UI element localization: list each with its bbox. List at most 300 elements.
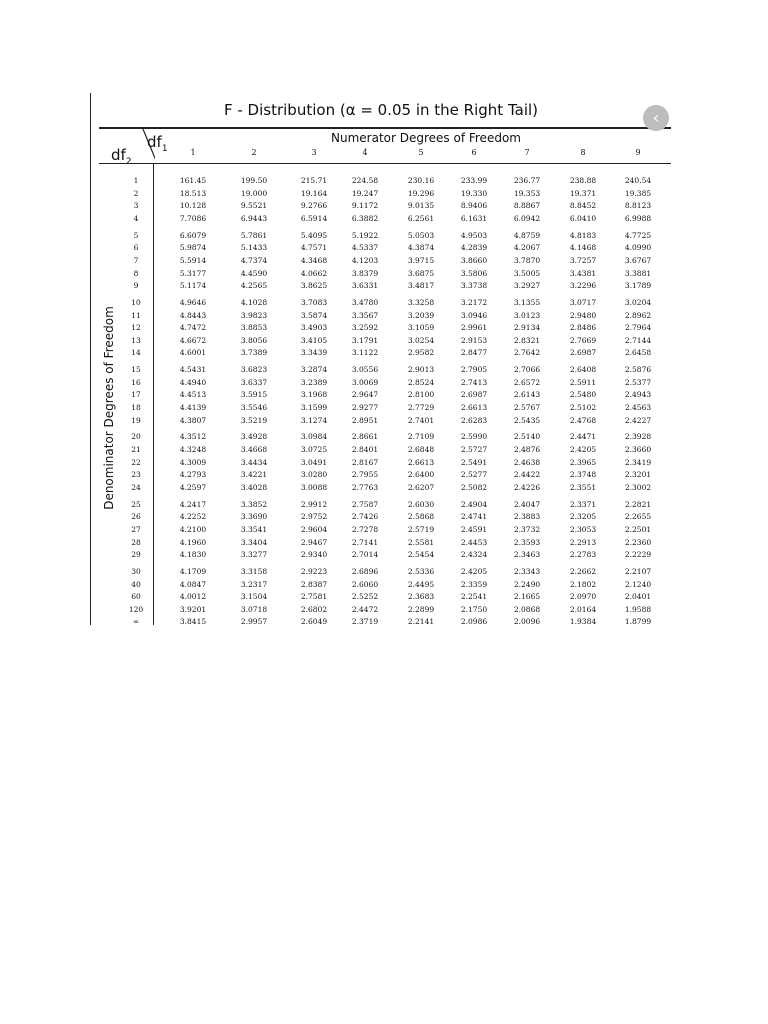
table-cell: 3.5874 bbox=[300, 310, 328, 320]
table-cell: 8.9406 bbox=[460, 201, 488, 211]
table-cell: 2.5911 bbox=[569, 377, 597, 387]
table-cell: 4.6672 bbox=[179, 335, 207, 345]
table-cell: 2.5435 bbox=[513, 415, 541, 425]
table-cell: 4.0990 bbox=[624, 243, 652, 253]
column-header: 3 bbox=[311, 148, 317, 157]
table-cell: 2.8524 bbox=[407, 377, 435, 387]
table-cell: 7.7086 bbox=[179, 213, 207, 223]
table-cell: 3.0725 bbox=[300, 445, 328, 454]
row-label: 17 bbox=[131, 390, 141, 400]
table-cell: 2.8962 bbox=[624, 310, 652, 320]
table-cell: 3.1789 bbox=[624, 281, 652, 291]
table-cell: 2.5336 bbox=[407, 566, 435, 576]
table-cell: 3.7257 bbox=[569, 255, 597, 265]
table-cell: 6.2561 bbox=[407, 213, 435, 223]
table-cell: 3.9823 bbox=[240, 310, 268, 320]
table-cell: 2.2899 bbox=[407, 604, 435, 614]
table-cell: 3.2874 bbox=[300, 365, 328, 375]
table-cell: 19.164 bbox=[300, 188, 328, 198]
table-cell: 3.4903 bbox=[300, 323, 328, 333]
table-cell: 2.6060 bbox=[351, 579, 379, 589]
table-cell: 2.6848 bbox=[407, 445, 435, 454]
table-cell: 3.0984 bbox=[300, 432, 328, 442]
table-cell: 2.2821 bbox=[624, 499, 652, 509]
table-cell: 2.5876 bbox=[624, 365, 652, 375]
row-label: 21 bbox=[131, 445, 141, 454]
table-cell: 2.6896 bbox=[351, 566, 379, 576]
table-cell: 2.5140 bbox=[513, 432, 541, 442]
table-cell: 3.2927 bbox=[513, 281, 541, 291]
table-cell: 3.6875 bbox=[407, 268, 435, 278]
table-cell: 2.9153 bbox=[460, 335, 488, 345]
table-cell: 4.1203 bbox=[351, 255, 379, 265]
table-cell: 5.5914 bbox=[179, 255, 207, 265]
table-cell: 3.3439 bbox=[300, 348, 328, 358]
table-cell: 3.3404 bbox=[240, 537, 268, 547]
table-cell: 2.3371 bbox=[569, 499, 597, 509]
table-cell: 4.2100 bbox=[179, 524, 207, 534]
table-cell: 2.2783 bbox=[569, 550, 597, 560]
row-label: 11 bbox=[131, 310, 141, 320]
table-cell: 2.9277 bbox=[351, 403, 379, 413]
table-cell: 5.9874 bbox=[179, 243, 207, 253]
table-cell: 4.8443 bbox=[179, 310, 207, 320]
table-cell: 3.5806 bbox=[460, 268, 488, 278]
table-cell: 3.4780 bbox=[351, 297, 379, 307]
table-cell: 2.7413 bbox=[460, 377, 488, 387]
table-cell: 2.8477 bbox=[460, 348, 488, 358]
table-cell: 3.1968 bbox=[300, 390, 328, 400]
table-cell: 2.4227 bbox=[624, 415, 652, 425]
table-cell: 4.0847 bbox=[179, 579, 207, 589]
table-cell: 19.000 bbox=[240, 188, 268, 198]
table-cell: 3.1274 bbox=[300, 415, 328, 425]
table-cell: 4.3874 bbox=[407, 243, 435, 253]
table-cell: 2.1802 bbox=[569, 579, 597, 589]
row-label: 14 bbox=[131, 348, 141, 358]
table-cell: 2.8401 bbox=[351, 445, 379, 454]
table-cell: 2.5767 bbox=[513, 403, 541, 413]
table-cell: 18.513 bbox=[179, 188, 207, 198]
table-cell: 2.0868 bbox=[513, 604, 541, 614]
table-cell: 2.5727 bbox=[460, 445, 488, 454]
table-cell: 2.7669 bbox=[569, 335, 597, 345]
table-cell: 2.7955 bbox=[351, 470, 379, 480]
table-cell: 3.8379 bbox=[351, 268, 379, 278]
row-label: 18 bbox=[131, 403, 141, 413]
table-cell: 3.2039 bbox=[407, 310, 435, 320]
table-cell: 1.8799 bbox=[624, 617, 652, 627]
table-cell: 6.0942 bbox=[513, 213, 541, 223]
row-label: 12 bbox=[131, 323, 141, 333]
table-cell: 238.88 bbox=[569, 176, 597, 185]
row-label: 22 bbox=[131, 457, 141, 467]
table-cell: 2.3732 bbox=[513, 524, 541, 534]
table-cell: 3.6331 bbox=[351, 281, 379, 291]
table-cell: 2.9957 bbox=[240, 617, 268, 627]
table-cell: 3.0123 bbox=[513, 310, 541, 320]
table-cell: 2.3593 bbox=[513, 537, 541, 547]
table-cell: 2.0164 bbox=[569, 604, 597, 614]
table-cell: 2.2913 bbox=[569, 537, 597, 547]
table-cell: 9.1172 bbox=[351, 201, 379, 211]
denominator-heading: Denominator Degrees of Freedom bbox=[102, 306, 116, 510]
table-cell: 2.3660 bbox=[624, 445, 652, 454]
table-cell: 3.4928 bbox=[240, 432, 268, 442]
table-cell: 3.8660 bbox=[460, 255, 488, 265]
table-cell: 2.5102 bbox=[569, 403, 597, 413]
table-cell: 2.9223 bbox=[300, 566, 328, 576]
table-cell: 2.3928 bbox=[624, 432, 652, 442]
table-cell: 2.8387 bbox=[300, 579, 328, 589]
table-cell: 3.4105 bbox=[300, 335, 328, 345]
table-cell: 3.0946 bbox=[460, 310, 488, 320]
row-label: 30 bbox=[131, 566, 141, 576]
table-cell: 3.0280 bbox=[300, 470, 328, 480]
table-cell: 19.385 bbox=[624, 188, 652, 198]
table-cell: 3.1791 bbox=[351, 335, 379, 345]
table-cell: 2.7401 bbox=[407, 415, 435, 425]
table-cell: 2.3965 bbox=[569, 457, 597, 467]
table-cell: 2.7587 bbox=[351, 499, 379, 509]
table-cell: 2.1240 bbox=[624, 579, 652, 589]
title-divider bbox=[99, 127, 671, 129]
table-cell: 6.3882 bbox=[351, 213, 379, 223]
table-cell: 3.3258 bbox=[407, 297, 435, 307]
table-cell: 4.4940 bbox=[179, 377, 207, 387]
table-cell: 2.0986 bbox=[460, 617, 488, 627]
table-cell: 215.71 bbox=[300, 176, 328, 185]
table-cell: 3.1059 bbox=[407, 323, 435, 333]
table-cell: 2.3205 bbox=[569, 512, 597, 522]
table-cell: 3.3738 bbox=[460, 281, 488, 291]
table-cell: 4.2565 bbox=[240, 281, 268, 291]
table-cell: 19.330 bbox=[460, 188, 488, 198]
row-label: 1 bbox=[133, 176, 139, 185]
table-cell: 4.3807 bbox=[179, 415, 207, 425]
table-cell: 4.0012 bbox=[179, 592, 207, 602]
table-cell: 4.8183 bbox=[569, 230, 597, 240]
table-cell: 2.3343 bbox=[513, 566, 541, 576]
row-label-divider bbox=[153, 163, 154, 625]
table-cell: 4.1468 bbox=[569, 243, 597, 253]
table-cell: 4.7725 bbox=[624, 230, 652, 240]
row-label: 6 bbox=[133, 243, 139, 253]
table-cell: 2.6143 bbox=[513, 390, 541, 400]
table-cell: 4.1028 bbox=[240, 297, 268, 307]
table-cell: 4.8759 bbox=[513, 230, 541, 240]
table-cell: 2.7144 bbox=[624, 335, 652, 345]
table-cell: 240.54 bbox=[624, 176, 652, 185]
table-cell: 3.4221 bbox=[240, 470, 268, 480]
column-header: 1 bbox=[190, 148, 196, 157]
table-cell: 2.6802 bbox=[300, 604, 328, 614]
table-cell: 2.6572 bbox=[513, 377, 541, 387]
table-cell: 2.6613 bbox=[407, 457, 435, 467]
table-cell: 2.3002 bbox=[624, 482, 652, 492]
table-cell: 4.2597 bbox=[179, 482, 207, 492]
row-label: 28 bbox=[131, 537, 141, 547]
table-cell: 2.5454 bbox=[407, 550, 435, 560]
table-cell: 2.5990 bbox=[460, 432, 488, 442]
table-cell: 19.371 bbox=[569, 188, 597, 198]
table-cell: 4.7571 bbox=[300, 243, 328, 253]
table-cell: 3.3690 bbox=[240, 512, 268, 522]
table-cell: 4.2793 bbox=[179, 470, 207, 480]
table-cell: 1.9384 bbox=[569, 617, 597, 627]
row-label: 5 bbox=[133, 230, 139, 240]
table-cell: 4.4139 bbox=[179, 403, 207, 413]
table-cell: 2.3748 bbox=[569, 470, 597, 480]
table-cell: 5.1174 bbox=[179, 281, 207, 291]
table-cell: 5.4095 bbox=[300, 230, 328, 240]
table-cell: 3.7870 bbox=[513, 255, 541, 265]
table-cell: 2.9582 bbox=[407, 348, 435, 358]
table-cell: 3.5546 bbox=[240, 403, 268, 413]
table-cell: 2.8321 bbox=[513, 335, 541, 345]
table-cell: 2.6207 bbox=[407, 482, 435, 492]
table-cell: 2.5082 bbox=[460, 482, 488, 492]
table-cell: 6.9443 bbox=[240, 213, 268, 223]
table-cell: 5.1922 bbox=[351, 230, 379, 240]
table-cell: 2.9647 bbox=[351, 390, 379, 400]
table-cell: 3.9201 bbox=[179, 604, 207, 614]
table-cell: 6.5914 bbox=[300, 213, 328, 223]
table-cell: 2.7014 bbox=[351, 550, 379, 560]
table-cell: 3.4668 bbox=[240, 445, 268, 454]
table-cell: 2.4591 bbox=[460, 524, 488, 534]
table-cell: 2.2360 bbox=[624, 537, 652, 547]
table-cell: 2.4943 bbox=[624, 390, 652, 400]
table-cell: 3.7389 bbox=[240, 348, 268, 358]
table-cell: 8.8123 bbox=[624, 201, 652, 211]
column-header: 7 bbox=[524, 148, 530, 157]
table-cell: 4.3009 bbox=[179, 457, 207, 467]
table-cell: 2.7141 bbox=[351, 537, 379, 547]
table-cell: 2.2541 bbox=[460, 592, 488, 602]
table-cell: 2.8951 bbox=[351, 415, 379, 425]
table-cell: 3.5219 bbox=[240, 415, 268, 425]
df2-label: $df_2$ bbox=[111, 146, 132, 167]
table-title: F - Distribution (α = 0.05 in the Right Tail) bbox=[223, 101, 539, 119]
row-label: 120 bbox=[128, 604, 144, 614]
table-cell: 2.9467 bbox=[300, 537, 328, 547]
table-cell: 2.3551 bbox=[569, 482, 597, 492]
table-cell: 4.2839 bbox=[460, 243, 488, 253]
table-cell: 2.6030 bbox=[407, 499, 435, 509]
table-cell: 4.1960 bbox=[179, 537, 207, 547]
table-cell: 2.8100 bbox=[407, 390, 435, 400]
table-cell: 2.4741 bbox=[460, 512, 488, 522]
table-cell: 2.5480 bbox=[569, 390, 597, 400]
table-cell: 2.2229 bbox=[624, 550, 652, 560]
table-cell: 2.2141 bbox=[407, 617, 435, 627]
table-cell: 2.4876 bbox=[513, 445, 541, 454]
table-cell: 2.3719 bbox=[351, 617, 379, 627]
f-distribution-table bbox=[90, 93, 671, 625]
table-cell: 2.4205 bbox=[569, 445, 597, 454]
table-cell: 9.0135 bbox=[407, 201, 435, 211]
table-cell: 3.2317 bbox=[240, 579, 268, 589]
column-header: 9 bbox=[635, 148, 641, 157]
table-cell: 3.0204 bbox=[624, 297, 652, 307]
table-cell: 2.4495 bbox=[407, 579, 435, 589]
table-cell: 3.4817 bbox=[407, 281, 435, 291]
table-cell: 3.8625 bbox=[300, 281, 328, 291]
table-cell: 3.8853 bbox=[240, 323, 268, 333]
table-cell: 2.3359 bbox=[460, 579, 488, 589]
table-cell: 2.4422 bbox=[513, 470, 541, 480]
table-cell: 2.5868 bbox=[407, 512, 435, 522]
table-cell: 224.58 bbox=[351, 176, 379, 185]
table-cell: 2.6408 bbox=[569, 365, 597, 375]
table-cell: 3.8415 bbox=[179, 617, 207, 627]
table-cell: 3.0556 bbox=[351, 365, 379, 375]
table-cell: 2.0970 bbox=[569, 592, 597, 602]
table-cell: 2.7905 bbox=[460, 365, 488, 375]
table-cell: 6.0410 bbox=[569, 213, 597, 223]
table-cell: 2.4324 bbox=[460, 550, 488, 560]
table-cell: 4.5431 bbox=[179, 365, 207, 375]
table-cell: 4.2417 bbox=[179, 499, 207, 509]
table-cell: 2.2107 bbox=[624, 566, 652, 576]
table-cell: 3.2296 bbox=[569, 281, 597, 291]
table-cell: 2.4047 bbox=[513, 499, 541, 509]
row-label: 29 bbox=[131, 550, 141, 560]
table-cell: 4.6001 bbox=[179, 348, 207, 358]
table-cell: 3.4028 bbox=[240, 482, 268, 492]
table-cell: 2.7642 bbox=[513, 348, 541, 358]
table-cell: 9.5521 bbox=[240, 201, 268, 211]
table-cell: 2.4453 bbox=[460, 537, 488, 547]
row-label: 26 bbox=[131, 512, 141, 522]
table-cell: 2.6987 bbox=[460, 390, 488, 400]
row-label: 8 bbox=[133, 268, 139, 278]
table-cell: 199.50 bbox=[240, 176, 268, 185]
table-cell: 4.3512 bbox=[179, 432, 207, 442]
table-cell: 2.4205 bbox=[460, 566, 488, 576]
table-cell: 4.4590 bbox=[240, 268, 268, 278]
table-cell: 2.4471 bbox=[569, 432, 597, 442]
table-cell: 3.4434 bbox=[240, 457, 268, 467]
table-cell: 2.5719 bbox=[407, 524, 435, 534]
table-cell: 2.3419 bbox=[624, 457, 652, 467]
table-cell: 3.5005 bbox=[513, 268, 541, 278]
row-label: 4 bbox=[133, 213, 139, 223]
table-cell: 3.0254 bbox=[407, 335, 435, 345]
table-cell: 2.7729 bbox=[407, 403, 435, 413]
column-header: 6 bbox=[471, 148, 477, 157]
table-cell: 4.4513 bbox=[179, 390, 207, 400]
table-cell: 3.0717 bbox=[569, 297, 597, 307]
row-label: 3 bbox=[133, 201, 139, 211]
table-cell: 2.5491 bbox=[460, 457, 488, 467]
table-cell: 3.3541 bbox=[240, 524, 268, 534]
row-label: ∞ bbox=[132, 617, 140, 627]
table-cell: 4.9503 bbox=[460, 230, 488, 240]
table-cell: 3.3881 bbox=[624, 268, 652, 278]
table-cell: 3.4381 bbox=[569, 268, 597, 278]
table-cell: 3.8056 bbox=[240, 335, 268, 345]
table-cell: 8.8452 bbox=[569, 201, 597, 211]
table-cell: 2.8167 bbox=[351, 457, 379, 467]
table-cell: 4.9646 bbox=[179, 297, 207, 307]
table-cell: 4.5337 bbox=[351, 243, 379, 253]
table-cell: 2.3053 bbox=[569, 524, 597, 534]
table-cell: 3.0069 bbox=[351, 377, 379, 387]
table-cell: 161.45 bbox=[179, 176, 207, 185]
table-cell: 2.2501 bbox=[624, 524, 652, 534]
table-cell: 2.4226 bbox=[513, 482, 541, 492]
table-cell: 4.3468 bbox=[300, 255, 328, 265]
table-cell: 236.77 bbox=[513, 176, 541, 185]
table-cell: 3.1599 bbox=[300, 403, 328, 413]
table-cell: 2.2655 bbox=[624, 512, 652, 522]
table-cell: 4.7374 bbox=[240, 255, 268, 265]
row-label: 16 bbox=[131, 377, 141, 387]
table-cell: 2.6458 bbox=[624, 348, 652, 358]
table-cell: 4.7472 bbox=[179, 323, 207, 333]
table-cell: 2.5377 bbox=[624, 377, 652, 387]
table-cell: 2.4638 bbox=[513, 457, 541, 467]
table-cell: 3.3158 bbox=[240, 566, 268, 576]
row-label: 40 bbox=[131, 579, 141, 589]
row-label: 20 bbox=[131, 432, 141, 442]
table-cell: 5.7861 bbox=[240, 230, 268, 240]
numerator-heading: Numerator Degrees of Freedom bbox=[331, 131, 521, 145]
table-cell: 2.5252 bbox=[351, 592, 379, 602]
table-cell: 2.4904 bbox=[460, 499, 488, 509]
row-label: 27 bbox=[131, 524, 141, 534]
table-cell: 3.1122 bbox=[351, 348, 379, 358]
table-cell: 2.6283 bbox=[460, 415, 488, 425]
table-cell: 10.128 bbox=[179, 201, 207, 211]
table-cell: 233.99 bbox=[460, 176, 488, 185]
column-header: 5 bbox=[418, 148, 424, 157]
table-cell: 3.1504 bbox=[240, 592, 268, 602]
table-cell: 3.3567 bbox=[351, 310, 379, 320]
table-cell: 2.0096 bbox=[513, 617, 541, 627]
row-label: 15 bbox=[131, 365, 141, 375]
table-cell: 3.0491 bbox=[300, 457, 328, 467]
table-cell: 2.7581 bbox=[300, 592, 328, 602]
table-cell: 9.2766 bbox=[300, 201, 328, 211]
table-cell: 19.353 bbox=[513, 188, 541, 198]
row-label: 10 bbox=[131, 297, 141, 307]
table-cell: 2.3463 bbox=[513, 550, 541, 560]
row-label: 7 bbox=[133, 255, 139, 265]
table-cell: 3.7083 bbox=[300, 297, 328, 307]
table-cell: 4.1709 bbox=[179, 566, 207, 576]
table-cell: 2.3683 bbox=[407, 592, 435, 602]
previous-page-button[interactable]: ‹ bbox=[643, 105, 669, 131]
table-cell: 3.2592 bbox=[351, 323, 379, 333]
table-cell: 6.9988 bbox=[624, 213, 652, 223]
column-header: 8 bbox=[580, 148, 586, 157]
df1-label: $df_1$ bbox=[147, 133, 168, 154]
table-cell: 2.7109 bbox=[407, 432, 435, 442]
header-divider bbox=[99, 163, 671, 164]
table-cell: 19.296 bbox=[407, 188, 435, 198]
table-cell: 3.6337 bbox=[240, 377, 268, 387]
table-cell: 2.7426 bbox=[351, 512, 379, 522]
row-label: 25 bbox=[131, 499, 141, 509]
table-cell: 3.3277 bbox=[240, 550, 268, 560]
table-cell: 2.1665 bbox=[513, 592, 541, 602]
table-cell: 2.5581 bbox=[407, 537, 435, 547]
table-cell: 5.0503 bbox=[407, 230, 435, 240]
table-cell: 4.3248 bbox=[179, 445, 207, 454]
